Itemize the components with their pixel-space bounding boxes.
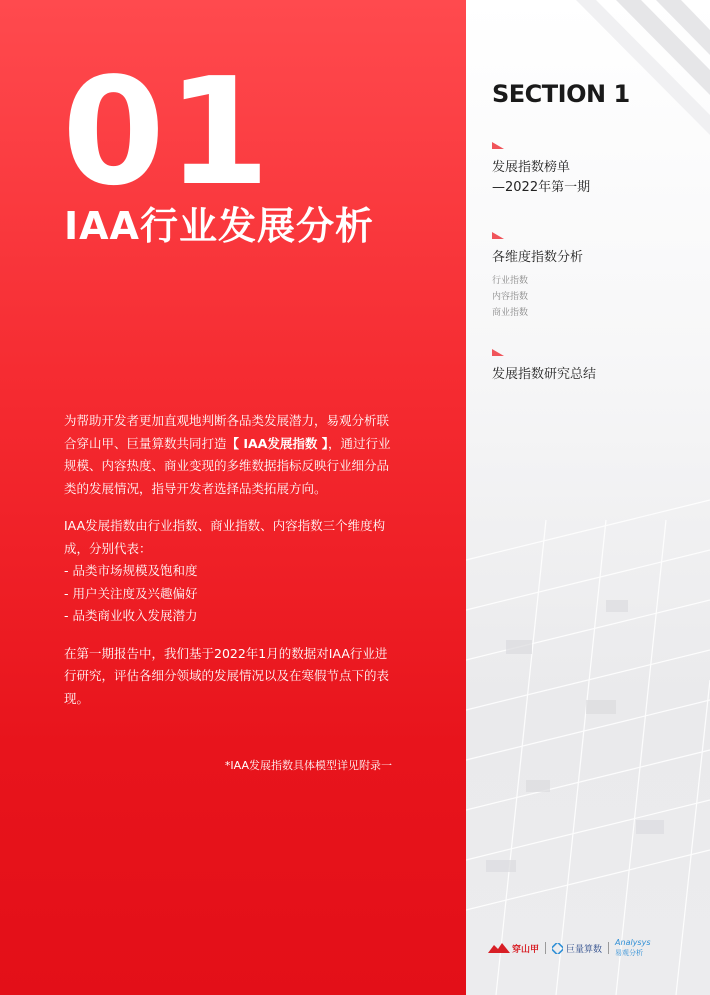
- triangle-marker-icon: [492, 349, 504, 356]
- toc-item-label: 各维度指数分析: [492, 250, 584, 265]
- grid-pattern: [466, 500, 710, 995]
- grid-block: [526, 780, 550, 792]
- toc-sub-list: [492, 273, 583, 321]
- list-item: - 品类市场规模及饱和度: [64, 563, 198, 578]
- top-stripes: [576, 0, 710, 135]
- intro-paragraph-2: [64, 515, 394, 560]
- grid-line: [496, 520, 546, 995]
- grid-block: [506, 640, 532, 654]
- grid-line: [466, 850, 710, 910]
- grid-line: [466, 800, 710, 860]
- right-toc-panel: [466, 0, 710, 995]
- toc-sub-item: 内容指数: [492, 292, 529, 302]
- toc-sub-item: 商业指数: [492, 308, 529, 318]
- grid-block: [636, 820, 664, 834]
- toc-item-label: 发展指数榜单 —2022年第一期: [492, 160, 591, 195]
- intro-paragraph-3: 在第一期报告中，我们基于2022年1月的数据对IAA行业进行研究，评估各细分领域的发展情况以及在寒假节点下的表现。: [64, 645, 390, 706]
- logo-caizhi: [488, 942, 539, 955]
- logo-julian: [552, 942, 602, 955]
- grid-line: [466, 500, 710, 560]
- grid-block: [586, 700, 616, 714]
- toc-item-dimension-analysis[interactable]: [492, 232, 583, 321]
- triangle-marker-icon: [492, 232, 504, 239]
- list-item: - 品类商业收入发展潜力: [64, 608, 198, 623]
- triangle-marker-icon: [492, 142, 504, 149]
- intro-p1-bold: 【 IAA发展指数 】: [226, 435, 328, 451]
- grid-line: [556, 520, 606, 995]
- intro-p1-after: ，通过行业规模、内容热度、商业变现的多维数据指标反映行业细分品类的发展情况，指导开发者选择品类拓展方向。: [64, 435, 391, 496]
- grid-block: [486, 860, 516, 872]
- list-item: - 用户关注度及兴趣偏好: [64, 585, 198, 601]
- section-heading: SECTION 1: [492, 80, 630, 108]
- logo-divider: [545, 942, 546, 954]
- logo-caizhi-text: 穿山甲: [512, 944, 540, 955]
- grid-line: [616, 520, 666, 995]
- toc-item-index-ranking[interactable]: [492, 142, 590, 198]
- logo-analysys-cn: 易观分析: [615, 949, 644, 957]
- julian-logo-icon: [552, 943, 563, 954]
- grid-line: [466, 550, 710, 610]
- caizhi-logo-icon: [488, 943, 510, 953]
- grid-line: [466, 600, 710, 660]
- dimension-list: [64, 560, 394, 628]
- logo-analysys: [615, 938, 650, 958]
- intro-p1-before: 为帮助开发者更加直观地判断各品类发展潜力，易观分析联合穿山甲、巨量算数共同打造: [64, 413, 390, 451]
- grid-line: [466, 750, 710, 810]
- grid-line: [676, 680, 710, 995]
- intro-p2-text: IAA发展指数由行业指数、商业指数、内容指数三个维度构成，分别代表：: [64, 518, 386, 556]
- logo-divider: [608, 942, 609, 954]
- partner-logos: [488, 936, 651, 960]
- logo-julian-text: 巨量算数: [566, 944, 603, 955]
- toc-item-summary[interactable]: [492, 349, 596, 385]
- intro-text: [64, 410, 394, 725]
- toc-sub-item: 行业指数: [492, 276, 529, 286]
- grid-block: [606, 600, 628, 612]
- chapter-number: 01: [62, 46, 272, 218]
- intro-paragraph-1: [64, 410, 394, 500]
- chapter-title: IAA行业发展分析: [64, 204, 374, 248]
- footnote: *IAA发展指数具体模型详见附录一: [224, 759, 392, 772]
- logo-analysys-brand: Analysys: [615, 938, 651, 947]
- toc-item-label: 发展指数研究总结: [492, 367, 597, 382]
